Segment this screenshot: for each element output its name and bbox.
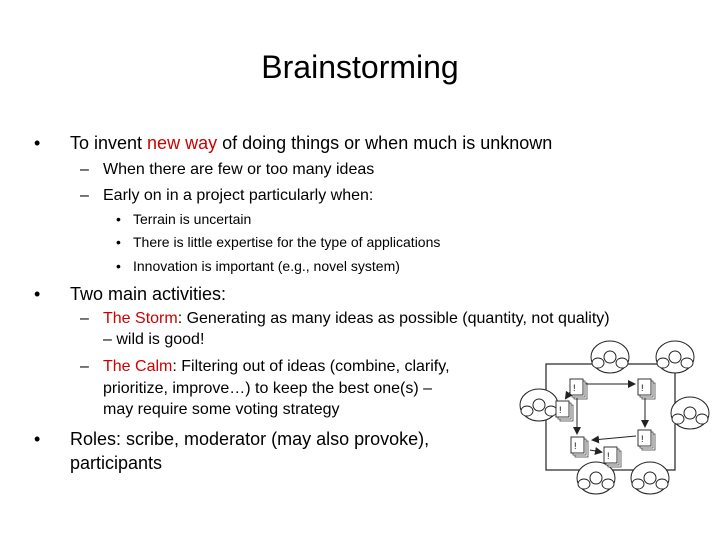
card-mark: ! <box>573 383 576 393</box>
sub-bullet-few-ideas: When there are few or too many ideas <box>103 161 375 178</box>
calm-continuation-2: may require some voting strategy <box>103 401 340 418</box>
card-mark: ! <box>641 434 644 444</box>
person-top-left-icon <box>591 341 629 373</box>
person-right-icon <box>671 397 709 429</box>
bullet-marker: • <box>34 133 41 153</box>
storm-continuation: – wild is good! <box>103 331 205 348</box>
storm-text: : Generating as many ideas as possible (quantity, not quality) <box>177 310 610 327</box>
bullet-marker: • <box>116 211 121 227</box>
bullet-marker: • <box>34 284 41 304</box>
card-mark: ! <box>559 405 562 415</box>
sub-bullet-early-on: Early on in a project particularly when: <box>103 187 374 204</box>
bullet-invent-post: of doing things or when much is unknown <box>217 133 553 153</box>
card-mark: ! <box>641 383 644 393</box>
slide-title: Brainstorming <box>261 49 459 85</box>
dash-marker: – <box>80 161 89 178</box>
calm-label: The Calm <box>103 358 173 375</box>
person-left-icon <box>520 389 558 421</box>
subsub-bullet-terrain: Terrain is uncertain <box>133 211 252 227</box>
subsub-bullet-innovation: Innovation is important (e.g., novel system) <box>133 258 400 274</box>
card-mark: ! <box>607 451 610 461</box>
bullet-roles-continuation: participants <box>70 453 163 473</box>
bullet-marker: • <box>116 258 121 274</box>
subsub-bullet-expertise: There is little expertise for the type of applications <box>133 234 441 250</box>
card-mark: ! <box>574 441 577 451</box>
dash-marker: – <box>80 310 89 327</box>
dash-marker: – <box>80 187 89 204</box>
bullet-invent-pre: To invent <box>70 133 148 153</box>
bullet-two-activities: Two main activities: <box>70 284 227 304</box>
person-top-right-icon <box>656 341 694 373</box>
bullet-marker: • <box>116 234 121 250</box>
bullet-roles: Roles: scribe, moderator (may also provoke), <box>70 429 430 449</box>
bullet-marker: • <box>34 429 41 449</box>
dash-marker: – <box>80 358 89 375</box>
storm-label: The Storm <box>103 310 178 327</box>
person-bottom-right-icon <box>631 462 669 494</box>
bullet-invent-highlight: new way <box>147 133 218 153</box>
calm-text: : Filtering out of ideas (combine, clarify, <box>172 358 450 375</box>
calm-continuation-1: prioritize, improve…) to keep the best one(s) – <box>103 380 433 397</box>
